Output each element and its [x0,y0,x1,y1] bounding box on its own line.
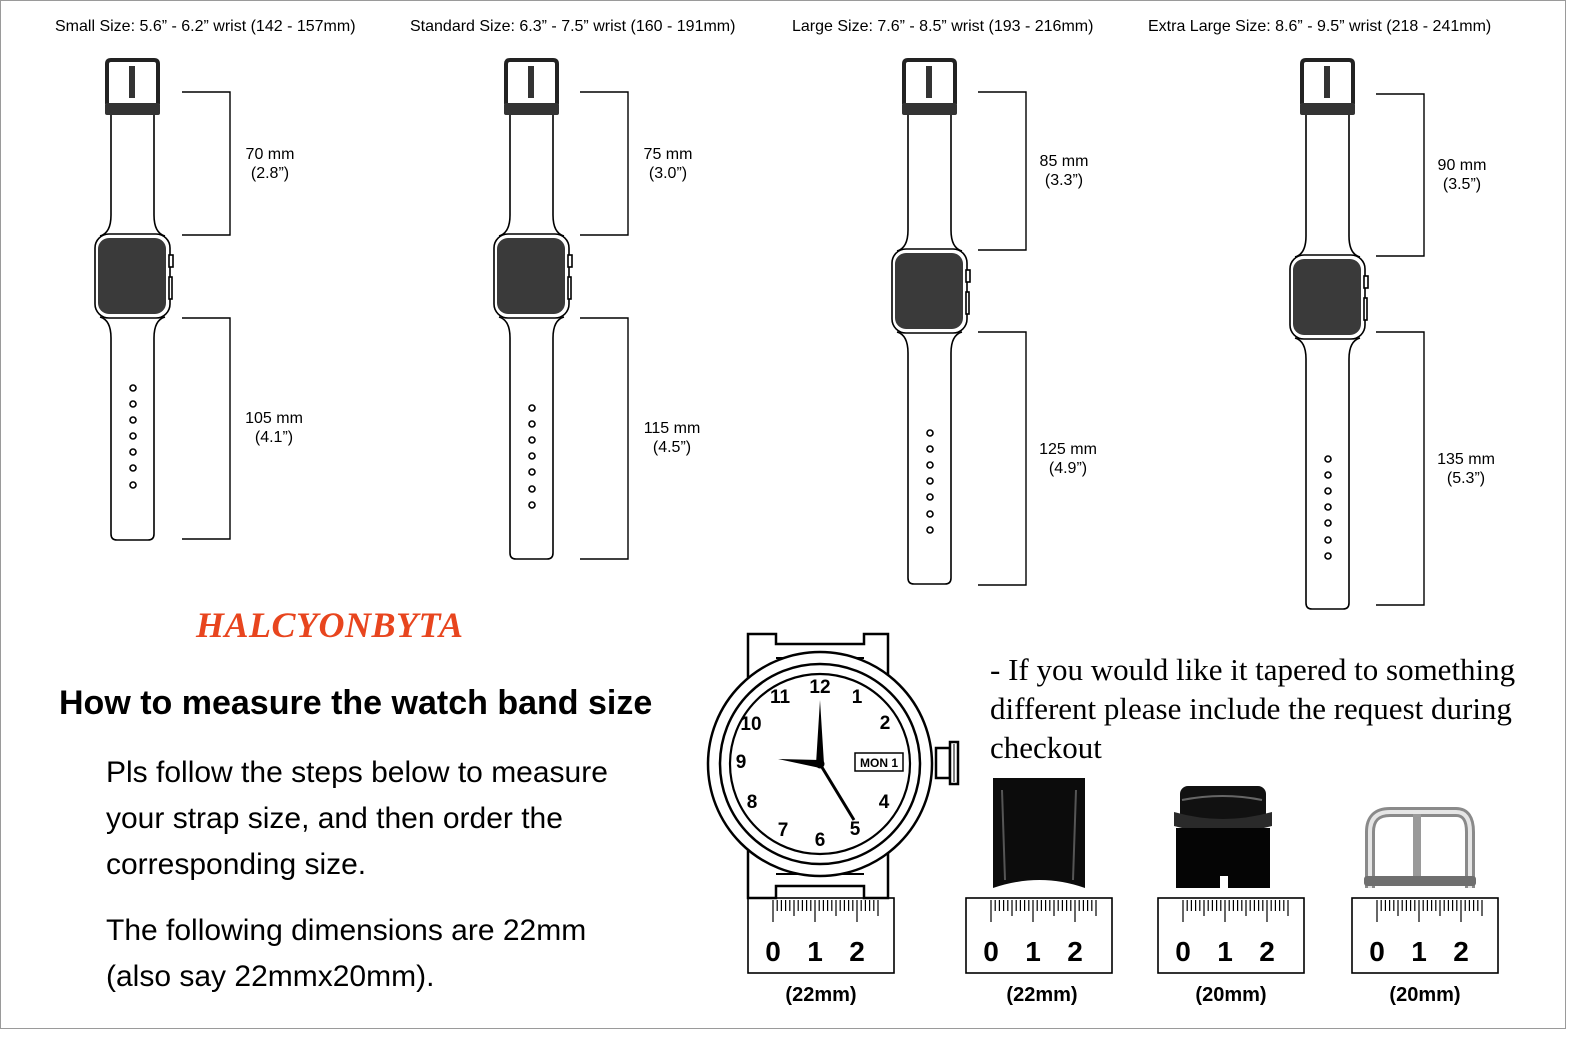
standard-top-in: (3.0”) [648,165,688,182]
dial-number-9: 9 [735,752,747,773]
ruler-1-caption: (22mm) [785,984,857,1006]
small-top-in: (2.8”) [250,165,290,182]
page-heading: How to measure the watch band size [59,684,653,722]
watch-band-large-illustration [892,60,1026,585]
ruler-4-caption: (20mm) [1389,984,1461,1006]
small-bottom-dimension [236,409,312,447]
extra-large-bottom-dimension [1428,450,1504,488]
strap-end-photo-2 [1174,786,1272,888]
large-bottom-in: (4.9”) [1048,460,1088,477]
size-title-large: Large Size: 7.6” - 8.5” wrist (193 - 216mm) [792,18,1094,35]
ruler-1-label-0: 0 [765,936,781,967]
ruler-4-label-0: 0 [1369,936,1385,967]
instructions-paragraph: Pls follow the steps below to measure your strap size, and then order the corresponding size. [106,756,608,881]
ruler-3-label-1: 1 [1217,936,1233,967]
size-title-extra-large: Extra Large Size: 8.6” - 9.5” wrist (218 - 241mm) [1148,18,1492,35]
extra-large-bottom-mm: 135 mm [1437,451,1495,468]
extra-large-bottom-in: (5.3”) [1446,470,1486,487]
large-top-dimension [1030,152,1098,190]
small-top-mm: 70 mm [245,146,295,163]
ruler-2-caption: (22mm) [1006,984,1078,1006]
standard-bottom-dimension [634,419,710,457]
dial-number-7: 7 [777,820,789,841]
ruler-3-label-0: 0 [1175,936,1191,967]
dimensions-paragraph: The following dimensions are 22mm (also say 22mmx20mm). [106,914,587,993]
ruler-3-caption: (20mm) [1195,984,1267,1006]
dial-number-10: 10 [740,714,762,735]
ruler-2-label-1: 1 [1025,936,1041,967]
extra-large-top-dimension [1428,156,1496,194]
ruler-1-label-1: 1 [807,936,823,967]
date-window-text: MON 1 [859,756,899,770]
ruler-2-label-2: 2 [1067,936,1083,967]
dial-number-8: 8 [746,792,758,813]
dial-number-11: 11 [769,687,791,708]
standard-top-dimension [634,145,702,183]
ruler-4-label-1: 1 [1411,936,1427,967]
standard-bottom-mm: 115 mm [643,420,701,437]
watch-band-small-illustration [95,60,230,540]
dial-number-12: 12 [809,677,831,698]
dial-number-2: 2 [879,713,891,734]
extra-large-top-in: (3.5”) [1442,176,1482,193]
strap-end-photo-1 [993,778,1085,888]
ruler-1-label-2: 2 [849,936,865,967]
ruler-4-label-2: 2 [1453,936,1469,967]
taper-note: - If you would like it tapered to something different please include the request during checkout [990,652,1516,765]
large-top-mm: 85 mm [1039,153,1089,170]
dial-number-1: 1 [851,687,863,708]
size-title-standard: Standard Size: 6.3” - 7.5” wrist (160 - 191mm) [410,18,736,35]
extra-large-top-mm: 90 mm [1437,157,1487,174]
watch-band-extra-large-illustration [1290,60,1424,609]
small-bottom-mm: 105 mm [245,410,303,427]
small-bottom-in: (4.1”) [254,429,294,446]
dial-number-6: 6 [814,830,826,851]
standard-top-mm: 75 mm [643,146,693,163]
brand-logo-text: HALCYONBYTA [196,605,464,645]
large-bottom-mm: 125 mm [1039,441,1097,458]
ruler-3-label-2: 2 [1259,936,1275,967]
large-bottom-dimension [1030,440,1106,478]
large-top-in: (3.3”) [1044,172,1084,189]
dial-number-4: 4 [878,792,890,813]
standard-bottom-in: (4.5”) [652,439,692,456]
small-top-dimension [236,145,304,183]
ruler-2-label-0: 0 [983,936,999,967]
buckle-photo [1364,812,1476,888]
size-title-small: Small Size: 5.6” - 6.2” wrist (142 - 157mm) [55,18,356,35]
watch-band-standard-illustration [494,60,628,559]
dial-number-5: 5 [849,819,861,840]
